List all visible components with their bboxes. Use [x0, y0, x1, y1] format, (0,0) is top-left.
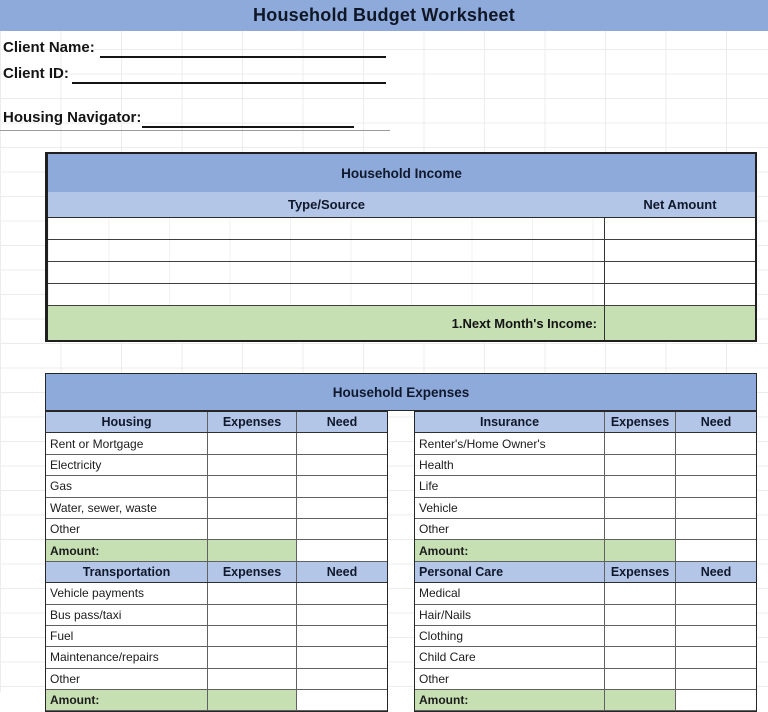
need-cell[interactable] — [297, 626, 387, 646]
expense-item-label: Child Care — [419, 650, 476, 665]
need-cell[interactable] — [676, 433, 756, 453]
expense-row — [415, 647, 756, 668]
expense-amount-cell[interactable] — [604, 476, 676, 496]
expense-amount-cell[interactable] — [207, 455, 297, 475]
expense-amount-cell[interactable] — [604, 519, 676, 539]
amount-label: Amount: — [415, 690, 604, 710]
need-cell[interactable] — [676, 669, 756, 689]
amount-total-cell[interactable] — [207, 690, 297, 710]
expense-item-label: Rent or Mortgage — [50, 436, 144, 451]
expense-amount-cell[interactable] — [207, 583, 297, 603]
expense-item-label: Maintenance/repairs — [50, 650, 159, 665]
expense-item-label: Other — [50, 671, 81, 686]
expense-row — [415, 519, 756, 540]
amount-total-cell[interactable] — [604, 540, 676, 560]
transportation-header-row — [46, 562, 387, 583]
income-source-cell[interactable] — [48, 262, 605, 283]
client-name-field[interactable] — [100, 40, 386, 58]
need-column-header: Need — [700, 564, 732, 579]
need-cell[interactable] — [676, 690, 756, 710]
net-amount-header: Net Amount — [643, 197, 717, 212]
expense-row — [415, 583, 756, 604]
expense-item-label: Water, sewer, waste — [50, 500, 157, 515]
expense-row — [415, 626, 756, 647]
income-amount-cell[interactable] — [605, 262, 755, 283]
expense-item-label: Fuel — [50, 629, 74, 644]
need-cell[interactable] — [297, 540, 387, 560]
need-cell[interactable] — [297, 455, 387, 475]
client-id-field[interactable] — [72, 66, 386, 84]
need-cell[interactable] — [297, 647, 387, 667]
insurance-header-row — [415, 412, 756, 433]
need-cell[interactable] — [676, 626, 756, 646]
amount-total-cell[interactable] — [604, 690, 676, 710]
housing-navigator-label: Housing Navigator: — [3, 109, 142, 126]
expense-row — [415, 605, 756, 626]
need-cell[interactable] — [676, 455, 756, 475]
expense-row — [415, 455, 756, 476]
expenses-column-header: Expenses — [207, 412, 297, 432]
expense-row — [46, 583, 387, 604]
need-column-header: Need — [326, 415, 358, 430]
amount-label: Amount: — [415, 540, 604, 560]
expense-amount-cell[interactable] — [604, 605, 676, 625]
amount-label: Amount: — [46, 540, 207, 560]
client-name-label: Client Name: — [3, 39, 95, 56]
expenses-right-group — [414, 411, 757, 712]
expense-amount-cell[interactable] — [207, 519, 297, 539]
expense-row — [415, 669, 756, 690]
income-column-headers — [48, 192, 755, 218]
expense-amount-cell[interactable] — [604, 647, 676, 667]
expense-row — [46, 647, 387, 668]
expense-item-label: Health — [419, 457, 454, 472]
income-row — [48, 284, 755, 306]
next-month-income-value-cell[interactable] — [605, 306, 755, 340]
expense-item-label: Other — [419, 522, 450, 537]
income-amount-cell[interactable] — [605, 240, 755, 261]
income-table — [45, 152, 757, 342]
income-row — [48, 218, 755, 240]
expense-amount-cell[interactable] — [604, 498, 676, 518]
expense-item-label: Life — [419, 479, 439, 494]
expense-row — [415, 476, 756, 497]
expense-row — [46, 455, 387, 476]
income-row — [48, 262, 755, 284]
need-cell[interactable] — [297, 669, 387, 689]
expense-amount-cell[interactable] — [604, 626, 676, 646]
need-cell[interactable] — [676, 498, 756, 518]
next-month-income-label: 1.Next Month's Income: — [48, 306, 605, 340]
expense-item-label: Electricity — [50, 457, 102, 472]
need-cell[interactable] — [676, 605, 756, 625]
need-cell[interactable] — [297, 519, 387, 539]
income-source-cell[interactable] — [48, 240, 605, 261]
need-cell[interactable] — [297, 498, 387, 518]
income-amount-cell[interactable] — [605, 218, 755, 239]
need-cell[interactable] — [297, 433, 387, 453]
expense-amount-cell[interactable] — [207, 605, 297, 625]
expense-item-label: Other — [419, 671, 450, 686]
housing-category-header: Housing — [101, 415, 152, 430]
income-total-row — [48, 306, 755, 340]
insurance-category-header: Insurance — [479, 415, 540, 430]
expense-row — [46, 476, 387, 497]
form-row-rule — [0, 130, 390, 131]
expense-row — [46, 669, 387, 690]
housing-navigator-field[interactable] — [142, 110, 354, 128]
income-source-cell[interactable] — [48, 218, 605, 239]
need-cell[interactable] — [676, 540, 756, 560]
expense-row — [46, 498, 387, 519]
personal-care-header-row — [415, 562, 756, 583]
expense-item-label: Clothing — [419, 629, 464, 644]
expense-item-label: Medical — [419, 586, 461, 601]
expenses-column-header: Expenses — [604, 412, 676, 432]
expense-amount-cell[interactable] — [604, 669, 676, 689]
housing-amount-row — [46, 540, 387, 561]
expense-item-label: Other — [50, 522, 81, 537]
client-id-label: Client ID: — [3, 65, 69, 82]
expense-amount-cell[interactable] — [207, 647, 297, 667]
income-amount-cell[interactable] — [605, 284, 755, 305]
expense-amount-cell[interactable] — [207, 476, 297, 496]
expense-row — [46, 519, 387, 540]
expense-item-label: Gas — [50, 479, 73, 494]
expenses-left-group — [45, 411, 388, 712]
income-table-title: Household Income — [48, 154, 755, 192]
expense-amount-cell[interactable] — [207, 498, 297, 518]
housing-header-row — [46, 412, 387, 433]
need-column-header: Need — [326, 564, 358, 579]
expense-amount-cell[interactable] — [604, 433, 676, 453]
amount-label: Amount: — [46, 690, 207, 710]
personal-care-amount-row — [415, 690, 756, 711]
expense-row — [415, 498, 756, 519]
need-cell[interactable] — [676, 476, 756, 496]
expense-amount-cell[interactable] — [604, 455, 676, 475]
expense-item-label: Vehicle payments — [50, 586, 145, 601]
expense-item-label: Vehicle — [419, 500, 458, 515]
page-title: Household Budget Worksheet — [0, 0, 768, 31]
expense-row — [46, 433, 387, 454]
income-source-cell[interactable] — [48, 284, 605, 305]
personal-care-category-header: Personal Care — [419, 564, 504, 579]
type-source-header: Type/Source — [287, 197, 366, 212]
insurance-amount-row — [415, 540, 756, 561]
need-cell[interactable] — [676, 583, 756, 603]
transportation-amount-row — [46, 690, 387, 711]
expenses-column-header: Expenses — [207, 562, 297, 582]
expense-amount-cell[interactable] — [207, 433, 297, 453]
expenses-column-header: Expenses — [604, 562, 676, 582]
need-cell[interactable] — [676, 647, 756, 667]
need-column-header: Need — [700, 415, 732, 430]
need-cell[interactable] — [297, 690, 387, 710]
expense-row — [46, 626, 387, 647]
need-cell[interactable] — [297, 476, 387, 496]
income-row — [48, 240, 755, 262]
expense-item-label: Hair/Nails — [419, 607, 472, 622]
amount-total-cell[interactable] — [207, 540, 297, 560]
need-cell[interactable] — [297, 605, 387, 625]
need-cell[interactable] — [676, 519, 756, 539]
expense-amount-cell[interactable] — [207, 669, 297, 689]
expense-row — [415, 433, 756, 454]
expense-amount-cell[interactable] — [207, 626, 297, 646]
expense-item-label: Bus pass/taxi — [50, 607, 122, 622]
expenses-table-title: Household Expenses — [45, 373, 757, 411]
expense-item-label: Renter's/Home Owner's — [419, 436, 546, 451]
expense-amount-cell[interactable] — [604, 583, 676, 603]
need-cell[interactable] — [297, 583, 387, 603]
transportation-category-header: Transportation — [82, 564, 171, 579]
expense-row — [46, 605, 387, 626]
